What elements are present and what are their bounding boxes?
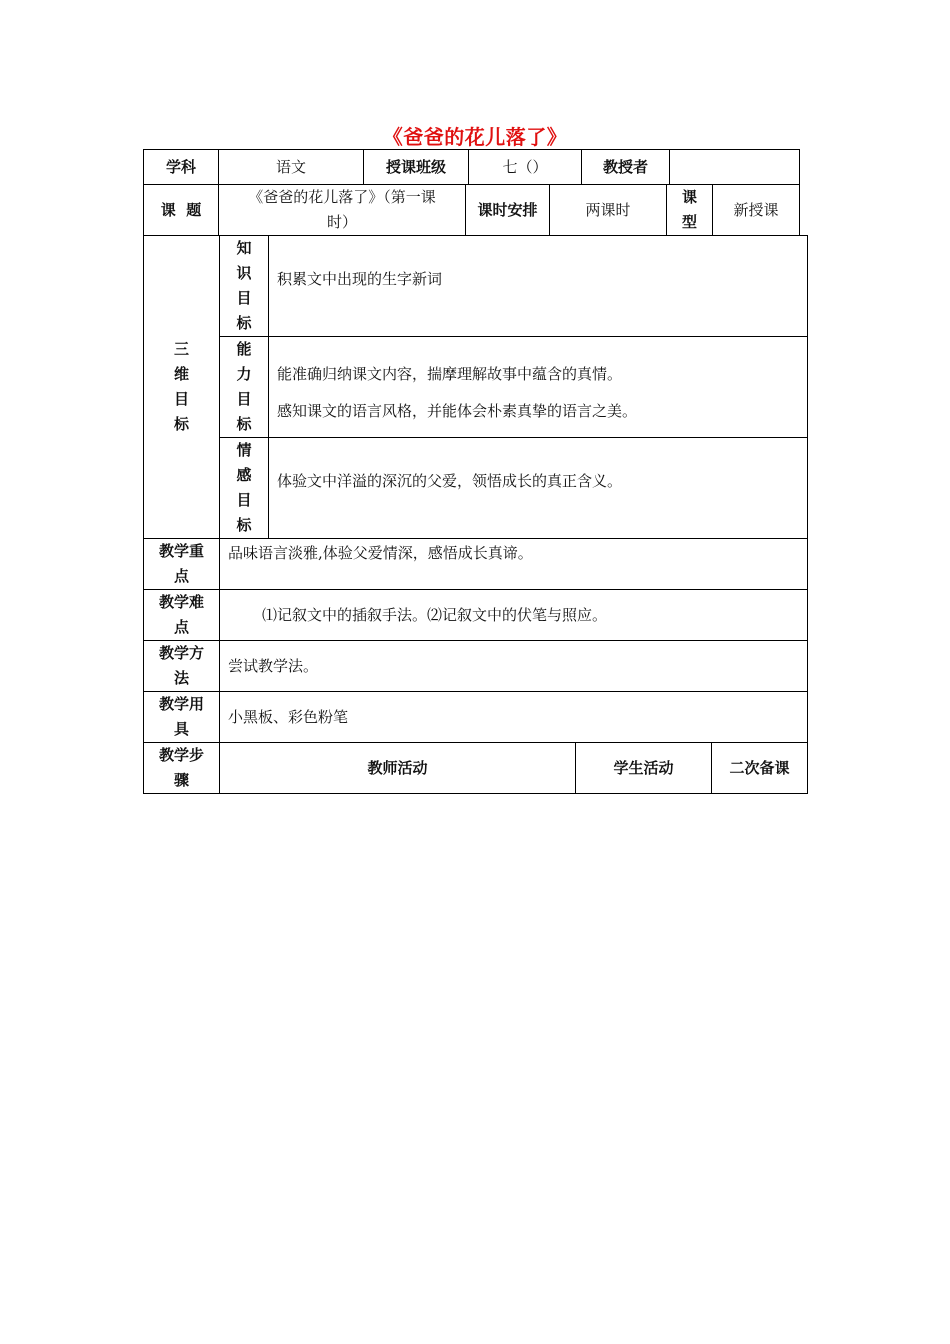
teacher-label: 教授者 [582,150,670,185]
header-row-1 [144,150,800,185]
method-label-2: 法 [173,669,189,687]
goals-label-char: 标 [173,415,189,433]
knowledge-goal-label [220,236,269,337]
label-char: 情 [236,441,252,459]
tools-label [144,692,220,743]
difficulty-label-2: 点 [173,618,189,636]
type-label-1: 课 [681,188,697,206]
class-value: 七（） [469,150,582,185]
label-char: 标 [236,516,252,534]
tools-row [144,692,808,743]
emotion-goal-text: 体验文中洋溢的深沉的父爱，领悟成长的真正含义。 [269,438,808,539]
method-label [144,641,220,692]
emotion-goal-label [220,438,269,539]
method-text: 尝试教学法。 [220,641,808,692]
difficulty-label-1: 教学难 [158,593,204,611]
difficulty-row [144,590,808,641]
three-dimensional-goals-label [144,236,220,539]
steps-row [144,743,808,794]
teacher-activity-header: 教师活动 [220,743,576,794]
goals-label-char: 三 [173,340,189,358]
schedule-value: 两课时 [550,185,667,236]
label-char: 目 [236,390,252,408]
focus-label-2: 点 [173,567,189,585]
method-row [144,641,808,692]
knowledge-goal-text: 积累文中出现的生字新词 [269,236,808,337]
tools-label-1: 教学用 [158,695,204,713]
ability-goal-label [220,337,269,438]
method-label-1: 教学方 [158,644,204,662]
document-title: 《爸爸的花儿落了》 [382,125,568,149]
tools-text: 小黑板、彩色粉笔 [220,692,808,743]
goals-label-char: 维 [173,365,189,383]
ability-goal-line-2: 感知课文的语言风格，并能体会朴素真挚的语言之美。 [277,402,638,420]
class-label: 授课班级 [364,150,469,185]
difficulty-label [144,590,220,641]
ability-goal-line-1: 能准确归纳课文内容，揣摩理解故事中蕴含的真情。 [277,365,623,383]
tools-label-2: 具 [173,720,189,738]
focus-text: 品味语言淡雅,体验父爱情深，感悟成长真谛。 [220,539,808,590]
goal-knowledge-row [144,236,808,337]
ability-goal-text [269,337,808,438]
steps-label-1: 教学步 [158,746,204,764]
label-char: 标 [236,415,252,433]
steps-label [144,743,220,794]
topic-table [143,184,800,236]
label-char: 目 [236,289,252,307]
header-table [143,149,800,185]
label-char: 目 [236,491,252,509]
type-label [667,185,713,236]
subject-value: 语文 [219,150,364,185]
label-char: 能 [236,340,252,358]
main-table [143,235,808,794]
student-activity-header: 学生活动 [576,743,712,794]
subject-label: 学科 [144,150,219,185]
focus-label [144,539,220,590]
label-char: 识 [236,264,252,282]
schedule-label: 课时安排 [466,185,550,236]
type-label-2: 型 [681,213,697,231]
second-prep-header: 二次备课 [712,743,808,794]
topic-label: 课 题 [144,185,219,236]
goal-emotion-row [144,438,808,539]
focus-label-1: 教学重 [158,542,204,560]
label-char: 知 [236,239,252,257]
label-char: 感 [236,466,252,484]
focus-row [144,539,808,590]
label-char: 标 [236,314,252,332]
goal-ability-row [144,337,808,438]
label-char: 力 [236,365,252,383]
goals-label-char: 目 [173,390,189,408]
topic-value [219,185,466,236]
steps-label-2: 骤 [173,771,189,789]
difficulty-text: ⑴记叙文中的插叙手法。⑵记叙文中的伏笔与照应。 [220,590,808,641]
topic-value-line-1: 《爸爸的花儿落了》（第一课 [248,188,436,206]
teacher-value [670,150,800,185]
type-value: 新授课 [713,185,800,236]
header-row-2 [144,185,800,236]
topic-value-line-2: 时） [326,213,357,231]
